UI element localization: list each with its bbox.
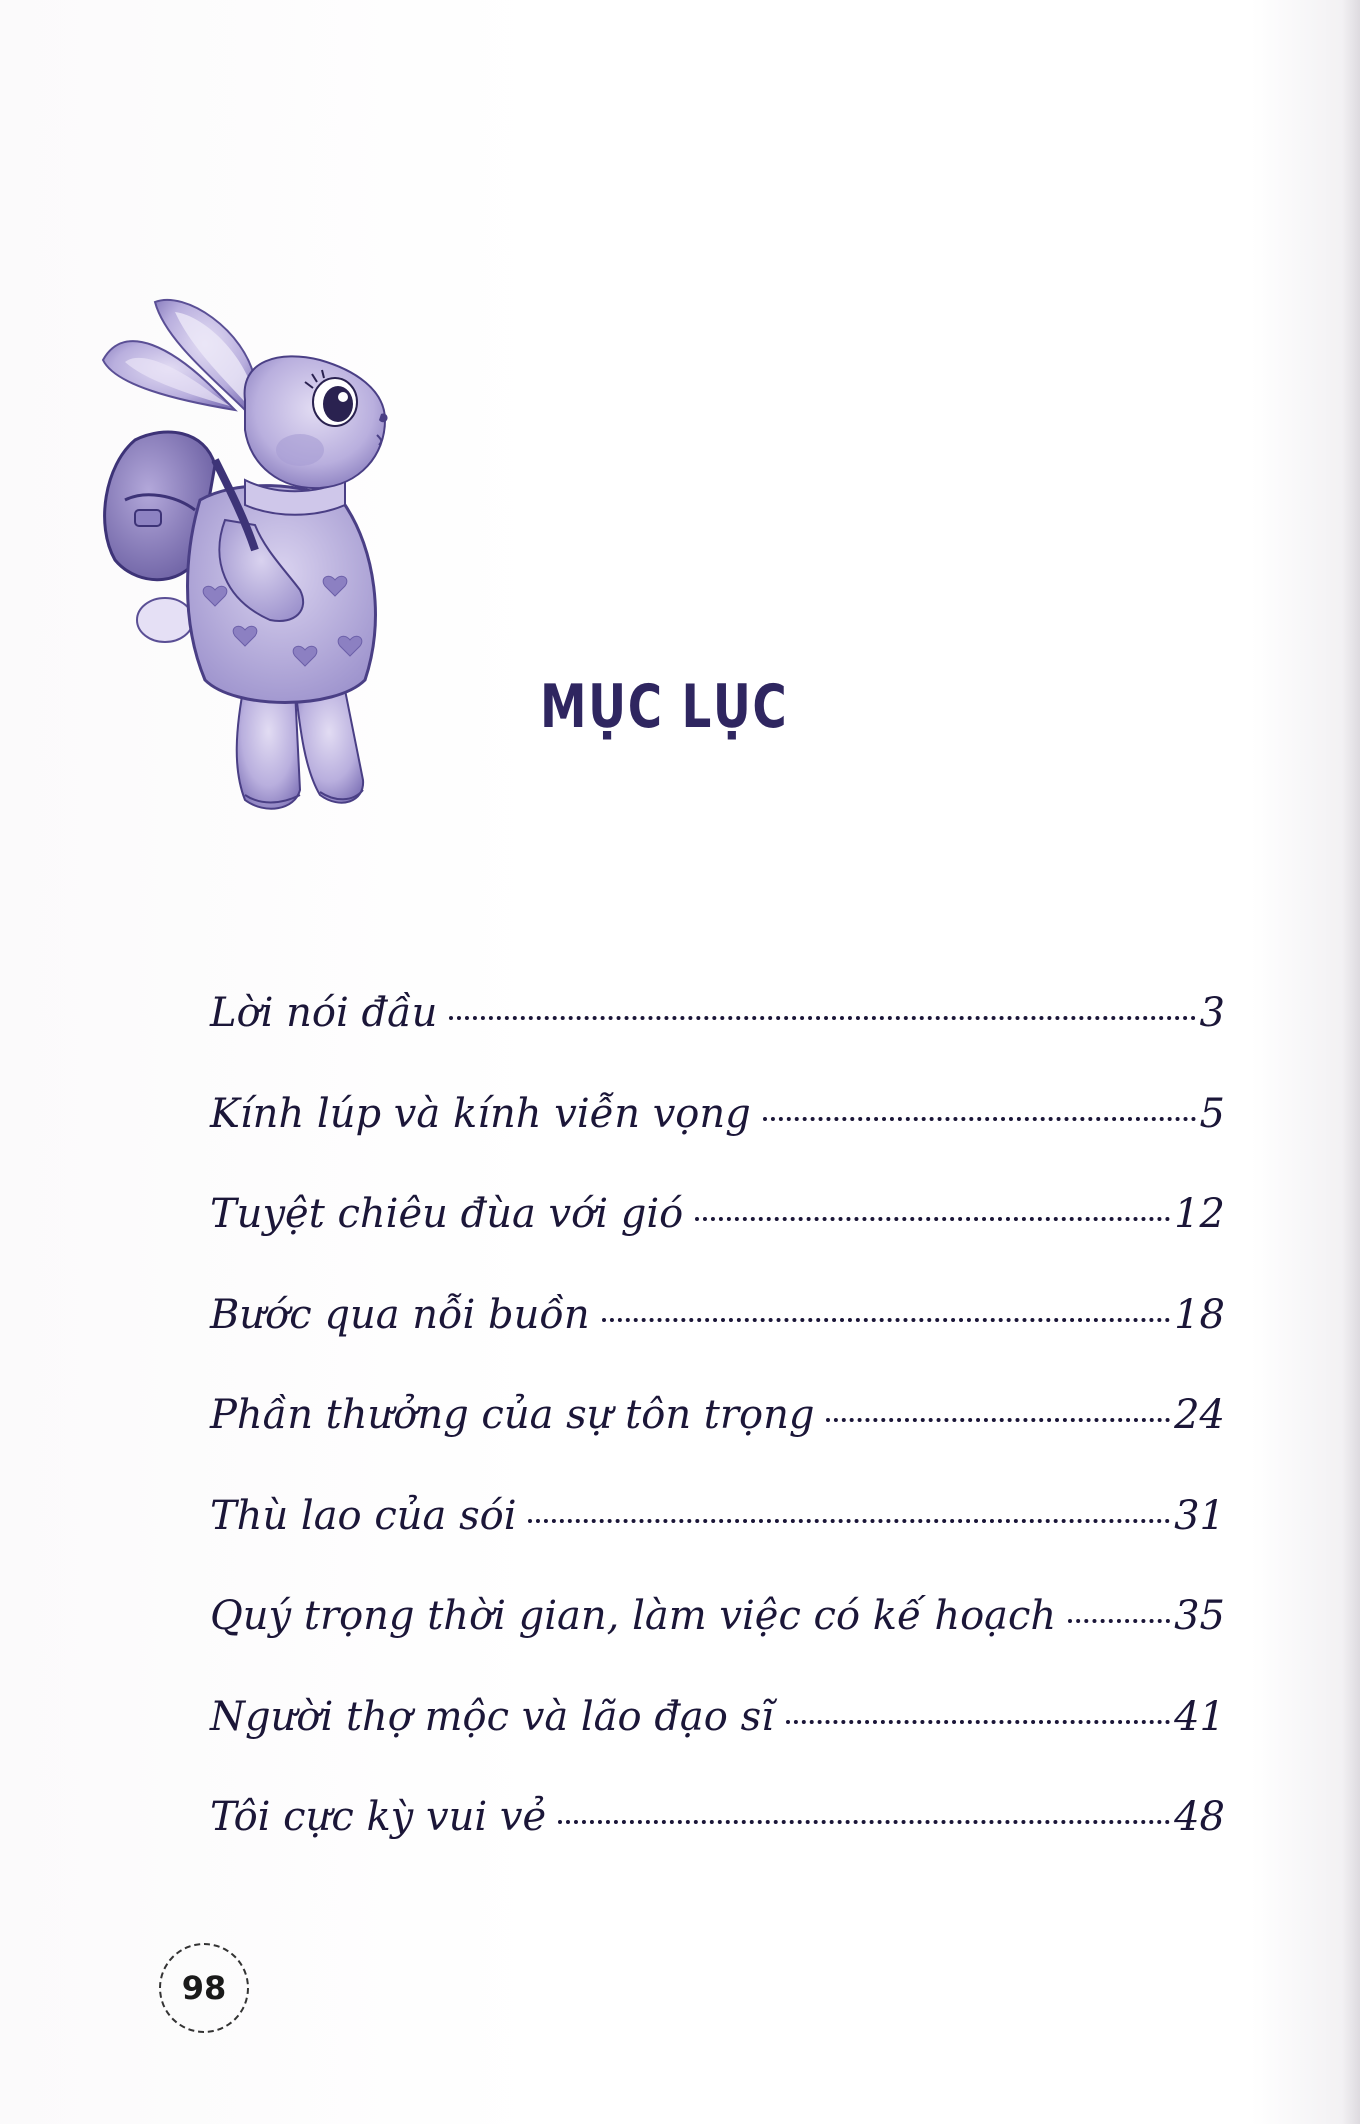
- toc-entry-page: 31: [1174, 1492, 1225, 1539]
- rabbit-with-backpack-icon: [95, 290, 455, 830]
- toc-dot-leader: [449, 1016, 1195, 1020]
- toc-dot-leader: [763, 1117, 1196, 1121]
- toc-entry-title: Tuyệt chiêu đùa với gió: [210, 1191, 684, 1237]
- toc-entry-title: Tôi cực kỳ vui vẻ: [210, 1794, 547, 1840]
- page-number-badge: 98: [159, 1943, 249, 2033]
- toc-entry-page: 3: [1199, 990, 1225, 1036]
- toc-entry-page: 12: [1174, 1191, 1225, 1237]
- toc-dot-leader: [558, 1820, 1170, 1824]
- toc-entry[interactable]: [210, 1694, 1225, 1795]
- toc-entry-page: 5: [1199, 1090, 1225, 1137]
- table-of-contents: [210, 990, 1225, 1895]
- toc-dot-leader: [786, 1720, 1170, 1724]
- toc-entry-page: 48: [1174, 1794, 1225, 1840]
- toc-entry-title: Bước qua nỗi buồn: [210, 1291, 590, 1338]
- toc-entry-page: 18: [1174, 1291, 1225, 1338]
- toc-entry-title: Thù lao của sói: [210, 1492, 517, 1539]
- toc-dot-leader: [695, 1217, 1170, 1221]
- toc-dot-leader: [602, 1318, 1170, 1322]
- toc-dot-leader: [528, 1519, 1170, 1523]
- toc-entry-title: Phần thưởng của sự tôn trọng: [210, 1392, 815, 1438]
- toc-dot-leader: [826, 1418, 1170, 1422]
- toc-entry[interactable]: [210, 1292, 1225, 1393]
- toc-dot-leader: [1068, 1619, 1170, 1623]
- toc-entry-title: Quý trọng thời gian, làm việc có kế hoạch: [210, 1593, 1057, 1639]
- toc-entry-title: Lời nói đầu: [210, 990, 438, 1036]
- toc-entry-page: 24: [1174, 1392, 1225, 1438]
- toc-entry[interactable]: [210, 990, 1225, 1091]
- toc-entry[interactable]: [210, 1392, 1225, 1493]
- toc-entry[interactable]: [210, 1593, 1225, 1694]
- page-title: MỤC LỤC: [540, 672, 789, 742]
- toc-entry[interactable]: [210, 1191, 1225, 1292]
- toc-entry[interactable]: [210, 1493, 1225, 1594]
- page-edge-shadow: [1342, 0, 1360, 2124]
- toc-entry[interactable]: [210, 1794, 1225, 1895]
- toc-entry-title: Người thợ mộc và lão đạo sĩ: [210, 1693, 774, 1740]
- toc-entry-page: 35: [1174, 1593, 1225, 1639]
- toc-entry-title: Kính lúp và kính viễn vọng: [210, 1090, 751, 1137]
- toc-entry-page: 41: [1174, 1693, 1225, 1740]
- toc-entry[interactable]: [210, 1091, 1225, 1192]
